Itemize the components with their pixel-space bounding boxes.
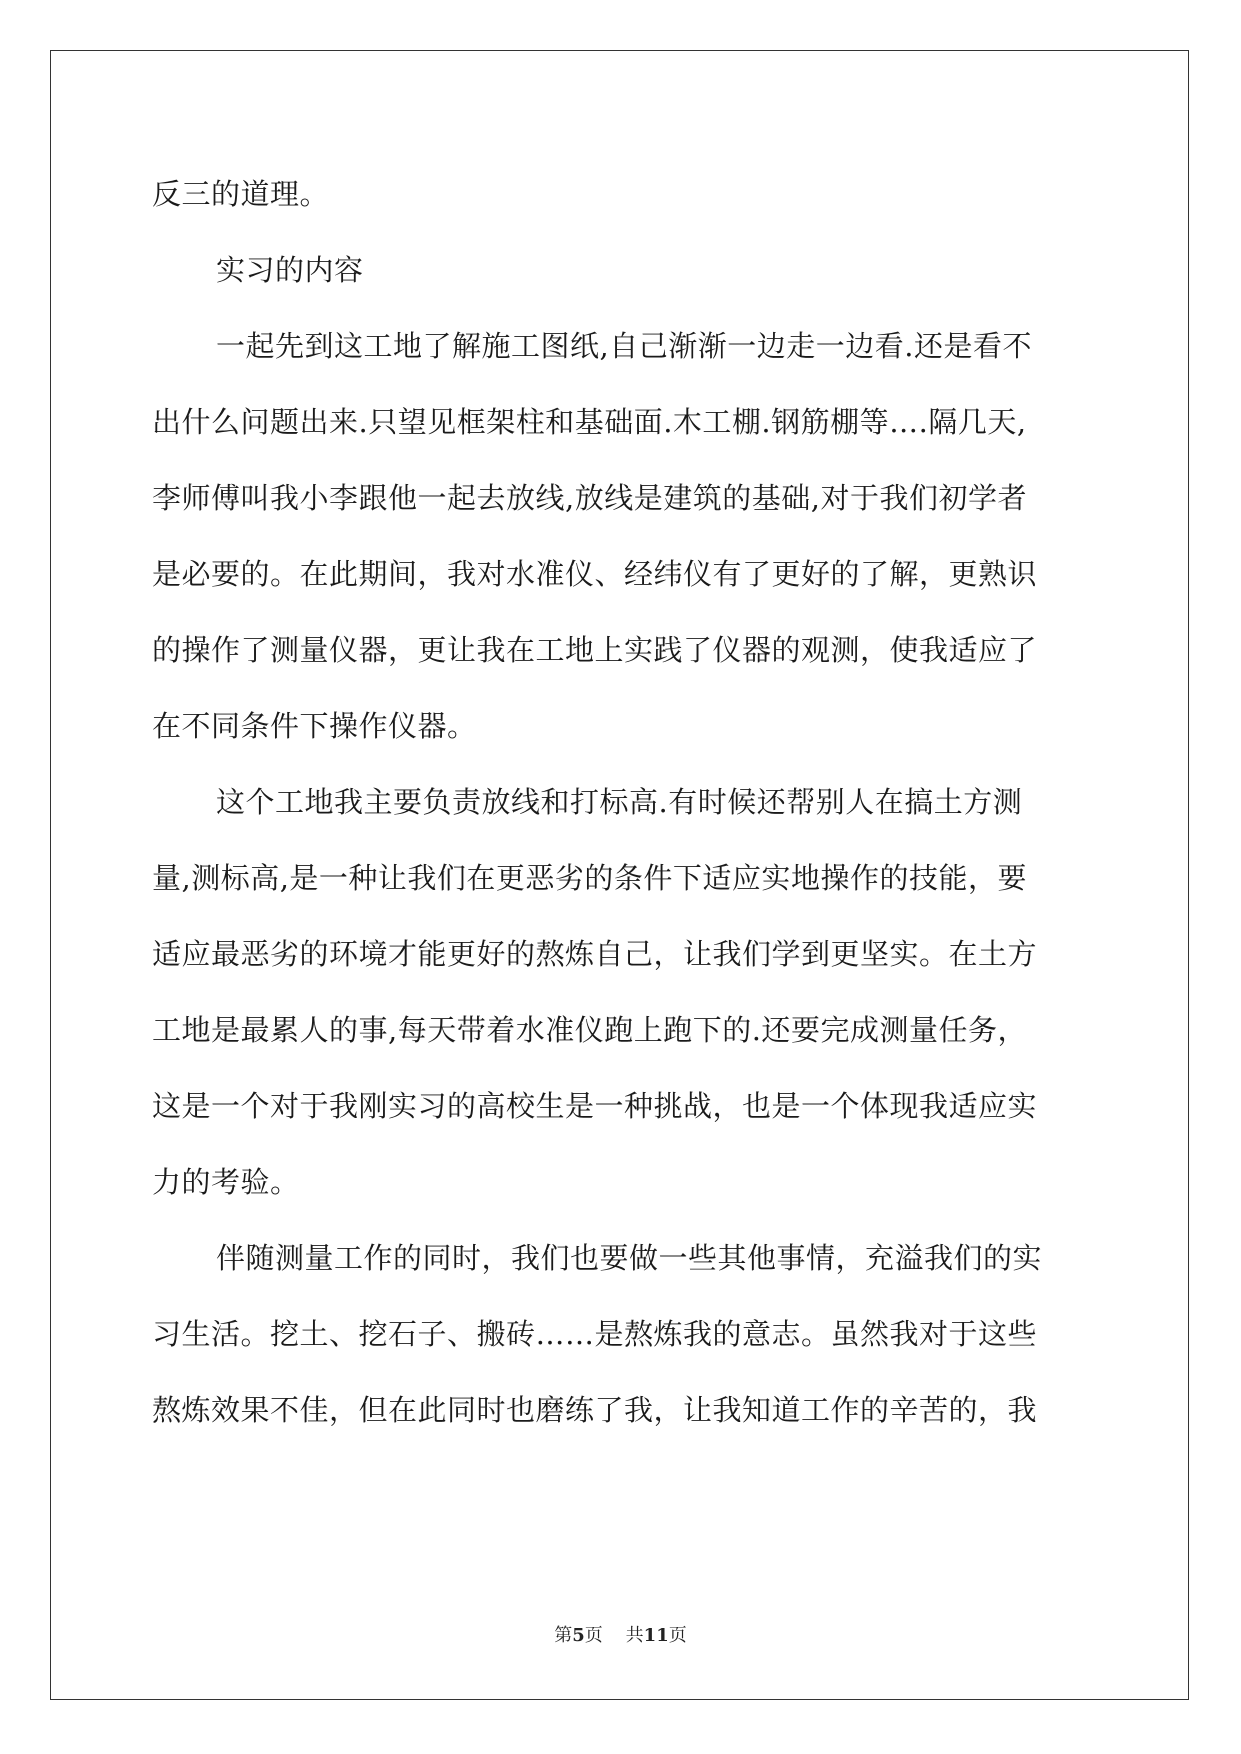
text-line: 是必要的。在此期间，我对水准仪、经纬仪有了更好的了解，更熟识 xyxy=(152,557,1038,591)
text-line: 这个工地我主要负责放线和打标高.有时候还帮别人在搞土方测 xyxy=(216,785,1023,819)
text-line: 李师傅叫我小李跟他一起去放线,放线是建筑的基础,对于我们初学者 xyxy=(152,481,1027,515)
page-suffix: 页 xyxy=(584,1625,603,1646)
text-line: 这是一个对于我刚实习的高校生是一种挑战，也是一个体现我适应实 xyxy=(152,1089,1038,1123)
text-line: 一起先到这工地了解施工图纸,自己渐渐一边走一边看.还是看不 xyxy=(216,329,1032,363)
text-line: 量,测标高,是一种让我们在更恶劣的条件下适应实地操作的技能，要 xyxy=(152,861,1027,895)
text-line: 在不同条件下操作仪器。 xyxy=(152,709,477,743)
page-prefix: 第 xyxy=(554,1625,573,1646)
document-body xyxy=(152,156,1088,1448)
total-suffix: 页 xyxy=(668,1625,687,1646)
text-line: 出什么问题出来.只望见框架柱和基础面.木工棚.钢筋棚等….隔几天, xyxy=(152,405,1027,439)
page-number: 5 xyxy=(572,1625,585,1646)
total-pages: 11 xyxy=(643,1625,669,1646)
total-prefix: 共 xyxy=(625,1625,644,1646)
page-footer xyxy=(0,1621,1241,1647)
text-line: 适应最恶劣的环境才能更好的熬炼自己，让我们学到更坚实。在土方 xyxy=(152,937,1038,971)
text-line: 伴随测量工作的同时，我们也要做一些其他事情，充溢我们的实 xyxy=(216,1241,1043,1275)
text-line: 熬炼效果不佳，但在此同时也磨练了我，让我知道工作的辛苦的，我 xyxy=(152,1393,1038,1427)
section-heading: 实习的内容 xyxy=(216,253,364,287)
text-line: 习生活。挖土、挖石子、搬砖……是熬炼我的意志。虽然我对于这些 xyxy=(152,1317,1038,1351)
text-line: 的操作了测量仪器，更让我在工地上实践了仪器的观测，使我适应了 xyxy=(152,633,1038,667)
text-line: 力的考验。 xyxy=(152,1165,300,1199)
text-line: 工地是最累人的事,每天带着水准仪跑上跑下的.还要完成测量任务， xyxy=(152,1013,1027,1047)
text-line: 反三的道理。 xyxy=(152,177,330,211)
